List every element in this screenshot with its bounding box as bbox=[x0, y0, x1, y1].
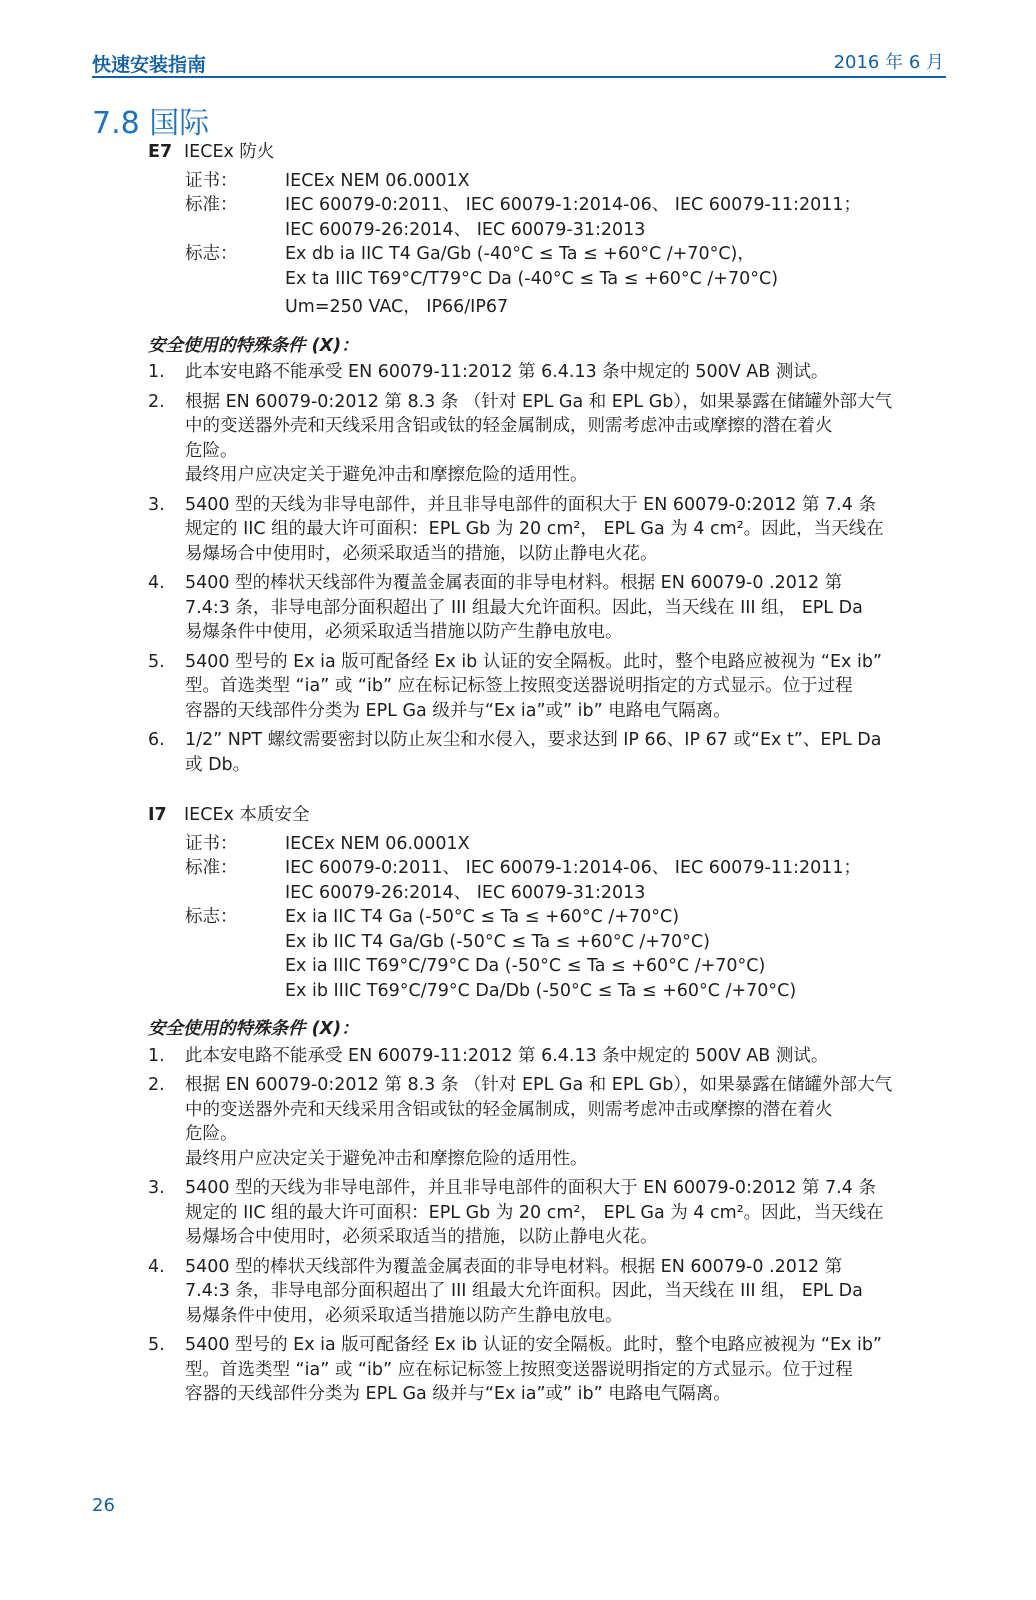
condition-text bbox=[185, 360, 948, 385]
condition-item bbox=[148, 1333, 948, 1407]
condition-text bbox=[185, 650, 948, 724]
condition-line: 5400 型的天线为非导电部件，并且非导电部件的面积大于 EN 60079-0:2012 第 7.4 条 bbox=[185, 494, 876, 515]
standards-values bbox=[285, 856, 948, 905]
approval-block bbox=[148, 803, 948, 1407]
condition-line: 容器的天线部件分类为 EPL Ga 级并与“Ex ia”或” ib” 电路电气隔离。 bbox=[185, 1384, 731, 1404]
approval-code: I7 bbox=[148, 805, 167, 825]
condition-text bbox=[185, 1073, 948, 1171]
condition-line: 5400 型的棒状天线部件为覆盖金属表面的非导电材料。根据 EN 60079-0 .2012 第 bbox=[185, 573, 843, 593]
condition-line: 7.4:3 条，非导电部分面积超出了 III 组最大允许面积。因此，当天线在 III 组， EPL Da bbox=[185, 597, 863, 618]
condition-line: 此本安电路不能承受 EN 60079-11:2012 第 6.4.13 条中规定的 500V AB 测试。 bbox=[185, 362, 829, 382]
condition-line: 此本安电路不能承受 EN 60079-11:2012 第 6.4.13 条中规定的 500V AB 测试。 bbox=[185, 1045, 829, 1066]
condition-item bbox=[148, 728, 948, 777]
approval-name: IECEx 防火 bbox=[184, 142, 275, 162]
condition-text bbox=[185, 493, 948, 567]
condition-line: 易爆场合中使用时，必须采取适当的措施，以防止静电火花。 bbox=[185, 1227, 658, 1247]
condition-number: 2. bbox=[148, 1075, 165, 1095]
condition-item bbox=[148, 360, 948, 385]
condition-item bbox=[148, 571, 948, 645]
marking-line: Ex ia IIC T4 Ga (-50°C ≤ Ta ≤ +60°C /+70°C) bbox=[285, 907, 680, 927]
condition-line: 最终用户应决定关于避免冲击和摩擦危险的适用性。 bbox=[185, 1148, 588, 1169]
marking-line: Ex ib IIC T4 Ga/Gb (-50°C ≤ Ta ≤ +60°C /+70°C) bbox=[285, 931, 710, 952]
header-divider bbox=[92, 76, 946, 78]
markings-values bbox=[285, 242, 948, 320]
condition-line: 危险。 bbox=[185, 440, 238, 461]
markings-label: 标志： bbox=[185, 244, 238, 264]
condition-line: 易爆条件中使用，必须采取适当措施以防产生静电放电。 bbox=[185, 622, 623, 642]
main-content bbox=[148, 140, 948, 1412]
condition-text bbox=[185, 1044, 948, 1069]
condition-line: 5400 型号的 Ex ia 版可配备经 Ex ib 认证的安全隔板。此时，整个电路应被视为 “Ex ib” bbox=[185, 651, 882, 672]
condition-number: 1. bbox=[148, 362, 165, 382]
markings-label: 标志： bbox=[185, 907, 238, 927]
standards-label: 标准： bbox=[185, 858, 238, 878]
standards-row bbox=[185, 856, 948, 905]
condition-number: 2. bbox=[148, 391, 165, 412]
header-date: 2016 年 6 月 bbox=[833, 52, 944, 73]
condition-text bbox=[185, 728, 948, 777]
condition-item bbox=[148, 1255, 948, 1329]
conditions-heading: 安全使用的特殊条件 (X)： bbox=[148, 335, 359, 356]
standards-line: IEC 60079-0:2011、 IEC 60079-1:2014-06、 IEC 60079-11:2011； bbox=[285, 195, 861, 215]
condition-number: 3. bbox=[148, 1178, 165, 1198]
standards-line: IEC 60079-26:2014、 IEC 60079-31:2013 bbox=[285, 882, 646, 903]
page-number: 26 bbox=[92, 1495, 115, 1516]
condition-line: 5400 型的天线为非导电部件，并且非导电部件的面积大于 EN 60079-0:2012 第 7.4 条 bbox=[185, 1178, 876, 1198]
condition-number: 4. bbox=[148, 573, 165, 593]
conditions-heading: 安全使用的特殊条件 (X)： bbox=[148, 1019, 359, 1039]
condition-line: 根据 EN 60079-0:2012 第 8.3 条 （针对 EPL Ga 和 EPL Gb），如果暴露在储罐外部大气 bbox=[185, 391, 893, 412]
condition-line: 危险。 bbox=[185, 1124, 238, 1144]
approval-name: IECEx 本质安全 bbox=[184, 805, 310, 825]
condition-number: 3. bbox=[148, 494, 165, 515]
certificate-row bbox=[185, 169, 948, 194]
standards-row bbox=[185, 193, 948, 242]
condition-line: 规定的 IIC 组的最大许可面积：EPL Gb 为 20 cm²， EPL Ga 为 4 cm²。因此，当天线在 bbox=[185, 1202, 884, 1223]
certificate-value: IECEx NEM 06.0001X bbox=[285, 170, 470, 191]
standards-line: IEC 60079-0:2011、 IEC 60079-1:2014-06、 IEC 60079-11:2011； bbox=[285, 858, 861, 878]
condition-line: 中的变送器外壳和天线采用含铝或钛的轻金属制成，则需考虑冲击或摩擦的潜在着火 bbox=[185, 1099, 833, 1120]
standards-line: IEC 60079-26:2014、 IEC 60079-31:2013 bbox=[285, 219, 646, 240]
condition-line: 易爆条件中使用，必须采取适当措施以防产生静电放电。 bbox=[185, 1305, 623, 1326]
markings-values bbox=[285, 905, 948, 1003]
marking-line: Ex ia IIIC T69°C/79°C Da (-50°C ≤ Ta ≤ +60°C /+70°C) bbox=[285, 956, 766, 976]
approval-block bbox=[148, 140, 948, 777]
approval-heading bbox=[148, 803, 948, 828]
standards-values bbox=[285, 193, 948, 242]
condition-line: 7.4:3 条，非导电部分面积超出了 III 组最大允许面积。因此，当天线在 III 组， EPL Da bbox=[185, 1281, 863, 1301]
certificate-value: IECEx NEM 06.0001X bbox=[285, 833, 470, 854]
markings-row bbox=[185, 905, 948, 1003]
conditions-list bbox=[148, 360, 948, 777]
header-title: 快速安装指南 bbox=[92, 54, 207, 76]
marking-line: Um=250 VAC， IP66/IP67 bbox=[285, 297, 509, 317]
condition-item bbox=[148, 1044, 948, 1069]
certificate-label: 证书： bbox=[185, 833, 238, 854]
condition-line: 型。首选类型 “ia” 或 “ib” 应在标记标签上按照变送器说明指定的方式显示。位于过程 bbox=[185, 1359, 853, 1380]
approval-heading bbox=[148, 140, 948, 165]
condition-text bbox=[185, 1176, 948, 1250]
condition-number: 1. bbox=[148, 1045, 165, 1066]
condition-line: 5400 型的棒状天线部件为覆盖金属表面的非导电材料。根据 EN 60079-0 .2012 第 bbox=[185, 1256, 843, 1277]
condition-line: 易爆场合中使用时，必须采取适当的措施，以防止静电火花。 bbox=[185, 543, 658, 564]
condition-line: 1/2” NPT 螺纹需要密封以防止灰尘和水侵入，要求达到 IP 66、IP 67 或“Ex t”、EPL Da bbox=[185, 730, 882, 750]
standards-label: 标准： bbox=[185, 195, 238, 215]
condition-line: 规定的 IIC 组的最大许可面积：EPL Gb 为 20 cm²， EPL Ga 为 4 cm²。因此，当天线在 bbox=[185, 519, 884, 539]
section-title: 7.8 国际 bbox=[92, 106, 210, 141]
certificate-row bbox=[185, 832, 948, 857]
condition-item bbox=[148, 493, 948, 567]
condition-line: 5400 型号的 Ex ia 版可配备经 Ex ib 认证的安全隔板。此时，整个电路应被视为 “Ex ib” bbox=[185, 1335, 882, 1355]
condition-number: 4. bbox=[148, 1256, 165, 1277]
condition-line: 容器的天线部件分类为 EPL Ga 级并与“Ex ia”或” ib” 电路电气隔离。 bbox=[185, 700, 731, 721]
condition-item bbox=[148, 390, 948, 488]
marking-line: Ex ta IIIC T69°C/T79°C Da (-40°C ≤ Ta ≤ +60°C /+70°C) bbox=[285, 268, 779, 289]
conditions-list bbox=[148, 1044, 948, 1407]
condition-line: 根据 EN 60079-0:2012 第 8.3 条 （针对 EPL Ga 和 EPL Gb），如果暴露在储罐外部大气 bbox=[185, 1075, 893, 1095]
certificate-label: 证书： bbox=[185, 170, 238, 191]
condition-number: 5. bbox=[148, 651, 165, 672]
condition-item bbox=[148, 1176, 948, 1250]
condition-text bbox=[185, 390, 948, 488]
condition-text bbox=[185, 1333, 948, 1407]
condition-text bbox=[185, 571, 948, 645]
condition-line: 型。首选类型 “ia” 或 “ib” 应在标记标签上按照变送器说明指定的方式显示。位于过程 bbox=[185, 676, 853, 696]
condition-line: 最终用户应决定关于避免冲击和摩擦危险的适用性。 bbox=[185, 465, 588, 485]
marking-line: Ex db ia IIC T4 Ga/Gb (-40°C ≤ Ta ≤ +60°C /+70°C)， bbox=[285, 244, 755, 264]
condition-line: 或 Db。 bbox=[185, 754, 251, 775]
condition-number: 5. bbox=[148, 1335, 165, 1355]
markings-row bbox=[185, 242, 948, 320]
condition-item bbox=[148, 1073, 948, 1171]
condition-item bbox=[148, 650, 948, 724]
marking-line: Ex ib IIIC T69°C/79°C Da/Db (-50°C ≤ Ta ≤ +60°C /+70°C) bbox=[285, 980, 797, 1001]
condition-text bbox=[185, 1255, 948, 1329]
condition-number: 6. bbox=[148, 730, 165, 750]
approval-code: E7 bbox=[148, 142, 173, 162]
condition-line: 中的变送器外壳和天线采用含铝或钛的轻金属制成，则需考虑冲击或摩擦的潜在着火 bbox=[185, 416, 833, 436]
